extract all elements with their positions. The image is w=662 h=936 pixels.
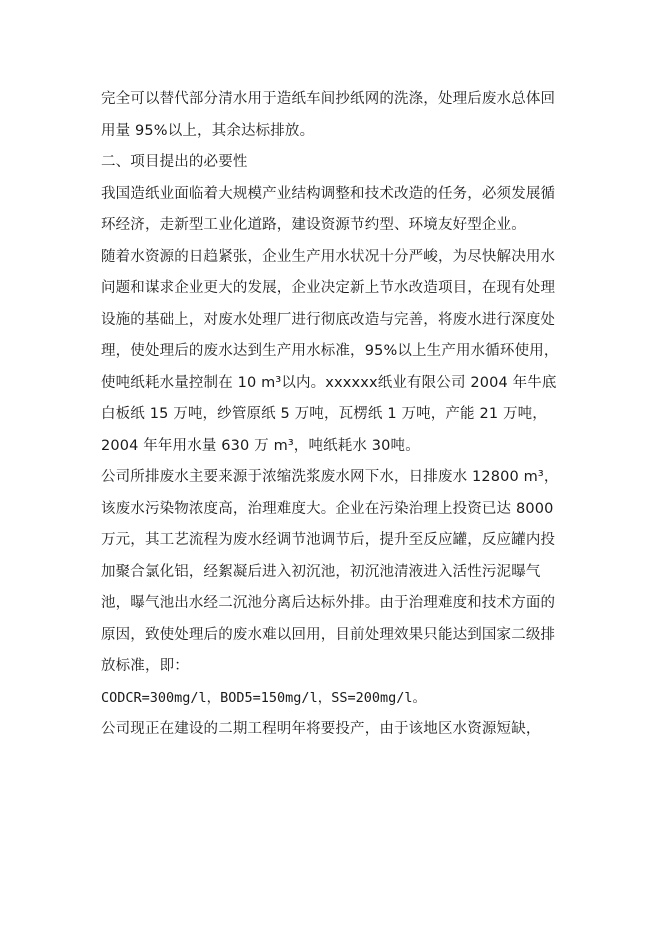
paragraph-water-scarcity: 随着水资源的日趋紧张，企业生产用水状况十分严峻，为尽快解决用水问题和谋求企业更大的发展，企业决定新上节水改造项目，在现有处理设施的基础上，对废水处理厂进行彻底改造与完善，将废水进行深度处理，使处理后的废水达到生产用水标准，95%以上生产用水循环使用，使吨纸耗水量控制在 10 m³以内。xxxxxx纸业有限公司 2004 年牛底白板纸 15 万吨，纱管原纸 5 万吨，瓦楞纸 1 万吨，产能 21 万吨，2004 年年用水量 630 万 m³，吨纸耗水 30吨。 — [101, 248, 559, 454]
document-body — [101, 84, 561, 746]
paragraph-wastewater-source: 公司所排废水主要来源于浓缩洗浆废水网下水，日排废水 12800 m³，该废水污染物浓度高，治理难度大。企业在污染治理上投资已达 8000 万元，其工艺流程为废水经调节池调节后，提升至反应罐，反应罐内投加聚合氯化铝，经絮凝后进入初沉池，初沉池清液进入活性污泥曝气池，曝气池出水经二沉池分离后达标外排。由于治理难度和技术方面的原因，致使处理后的废水难以回用，目前处理效果只能达到国家二级排放标准，即： — [101, 469, 559, 674]
paragraph-phase-two: 公司现正在建设的二期工程明年将要投产，由于该地区水资源短缺， — [101, 721, 541, 737]
paragraph-water-reuse: 完全可以替代部分清水用于造纸车间抄纸网的洗涤，处理后废水总体回用量 95%以上，其余达标排放。 — [101, 91, 556, 139]
paragraph-discharge-standard: CODCR=300mg/l，BOD5=150mg/l，SS=200mg/l。 — [101, 689, 426, 706]
section-heading-necessity: 二、项目提出的必要性 — [101, 154, 248, 170]
paragraph-industry-restructuring: 我国造纸业面临着大规模产业结构调整和技术改造的任务，必须发展循环经济，走新型工业化道路，建设资源节约型、环境友好型企业。 — [101, 185, 556, 233]
